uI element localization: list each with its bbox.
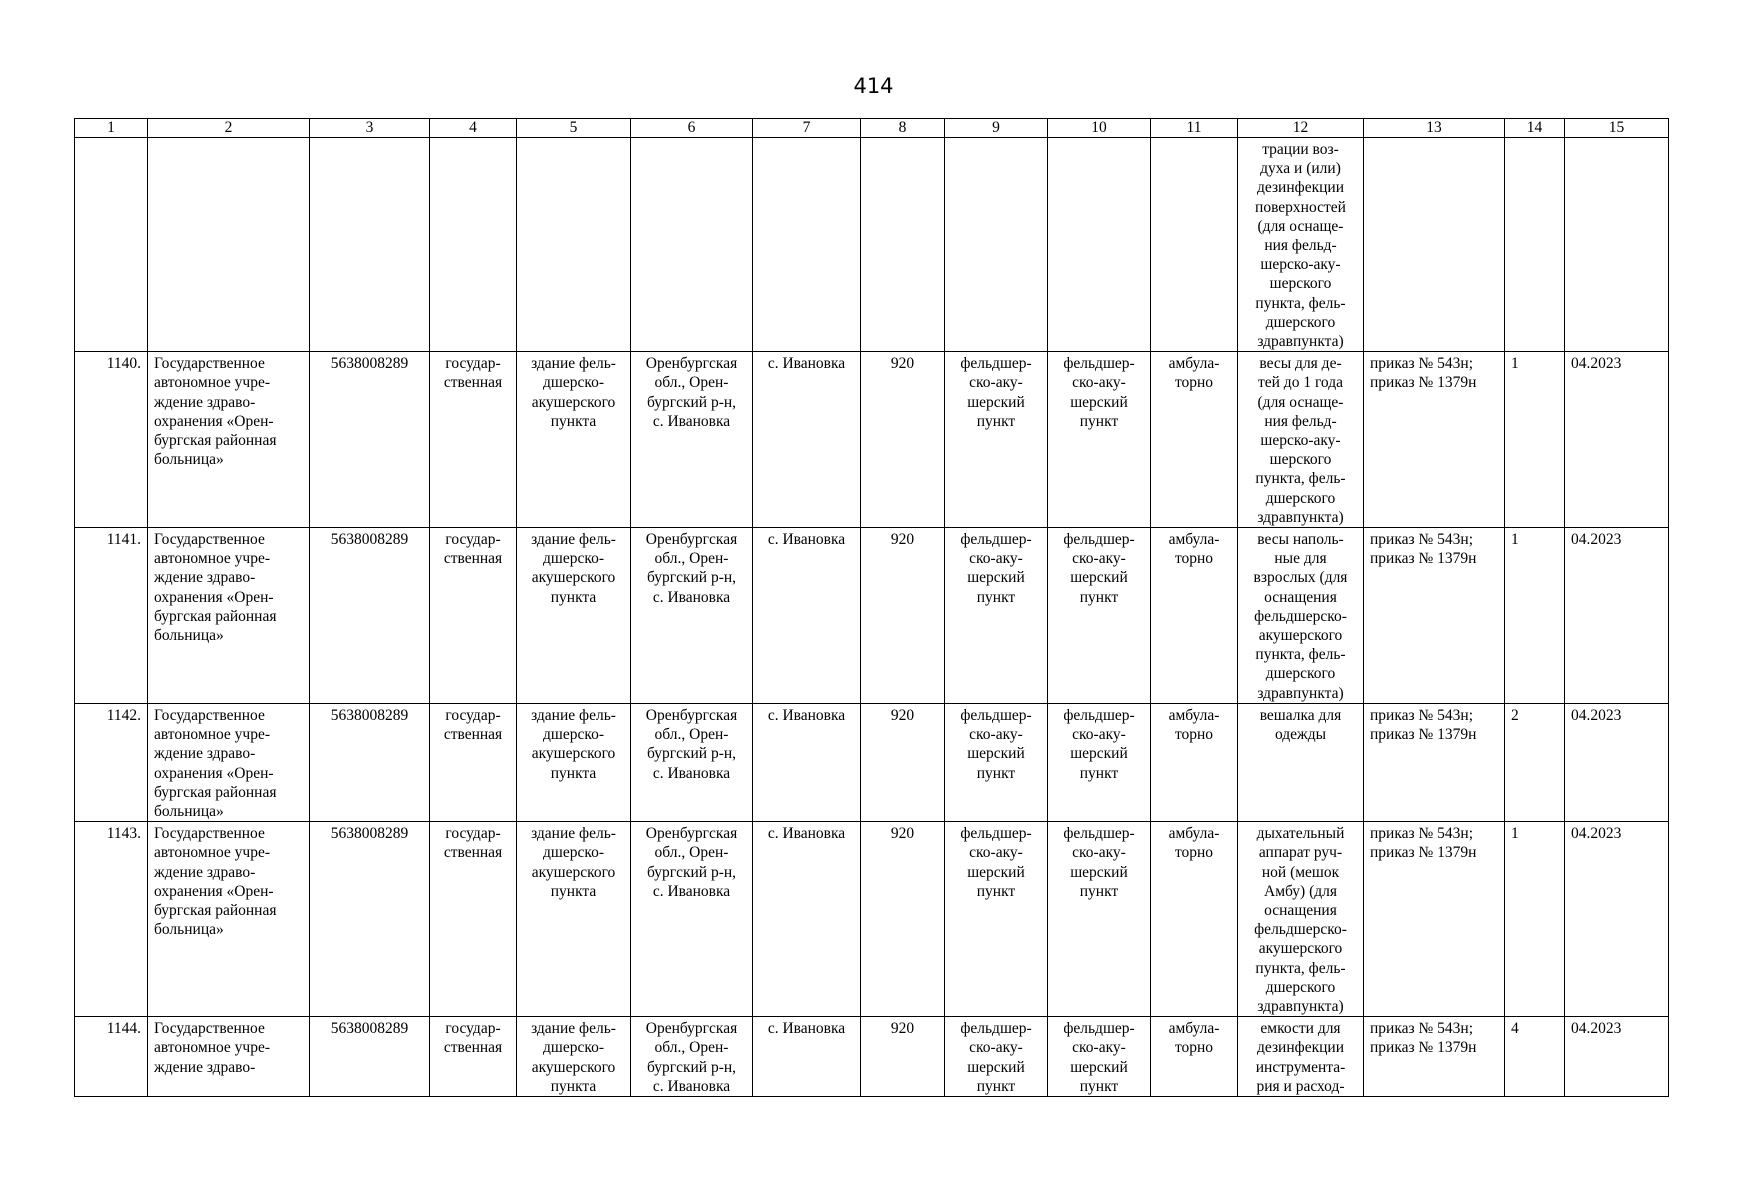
cell-line: ждение здраво- [154,1058,256,1076]
column-number-row [75,119,1669,138]
cell-line: ско-аку- [1072,726,1126,744]
cell-line: дыхательный [1256,825,1345,843]
cell-line: фельдшер- [960,355,1032,373]
item-cell [1238,1017,1364,1097]
cell-line: дшерско- [543,374,604,392]
cell-line: здание фель- [531,825,616,843]
building-cell [517,352,631,528]
cell-line: ско-аку- [969,374,1023,392]
cell-line: бургский р-н, [646,863,737,881]
cell-line: весы наполь- [1257,531,1344,549]
cell-line: бургская районная [154,901,277,919]
cell-line: акушерского [531,393,616,411]
cell-line: бургский р-н, [646,569,737,587]
cell-line: ния фельд- [1264,412,1337,430]
cell-line: пункт [976,764,1016,782]
order-cell [1364,1017,1505,1097]
table-cell [861,138,945,352]
cell-line: фельдшер- [960,706,1032,724]
facility-type-cell [945,352,1048,528]
cell-line: здравпункта) [1257,333,1344,351]
cell-line: торно [1174,374,1214,392]
cell-line: амбула- [1168,706,1220,724]
cell-line: здание фель- [531,355,616,373]
unit-cell [1048,352,1151,528]
cell-line: фельдшер- [1063,1020,1135,1038]
cell-line: ные для [1274,550,1327,568]
unit-cell [1048,528,1151,704]
cell-line: пункт [976,1077,1016,1095]
table-cell [631,138,753,352]
ownership-cell [430,352,517,528]
cell-line: дезинфекции [1256,1039,1344,1057]
cell-line: торно [1174,844,1214,862]
cell-line: оснащения [1264,588,1337,606]
quantity-cell: 1 [1505,352,1565,528]
cell-line: приказ № 543н; [1370,531,1474,549]
cell-line: ждение здраво- [154,863,256,881]
population-cell: 920 [861,352,945,528]
cell-line: пункта [550,1077,597,1095]
cell-line: взрослых (для [1253,569,1348,587]
cell-line: дшерского [1265,978,1336,996]
cell-line: автономное учре- [154,550,271,568]
building-cell [517,1017,631,1097]
item-cell [1238,822,1364,1017]
item-cell [1238,138,1364,352]
cell-line: шерский [1070,569,1128,587]
cell-line: с. Ивановка [652,412,731,430]
cell-line: бургская районная [154,432,277,450]
cell-line: ственная [443,1039,503,1057]
cell-line: шерский [1070,393,1128,411]
cell-line: Амбу) (для [1264,882,1337,900]
inn-cell: 5638008289 [310,352,430,528]
cell-line: шерский [1070,863,1128,881]
cell-line: пункт [976,412,1016,430]
table-cell [148,138,310,352]
cell-line: вешалка для [1259,706,1342,724]
address-cell [631,352,753,528]
register-table [74,118,1669,1097]
cell-line: ско-аку- [969,726,1023,744]
cell-line: пункта [550,882,597,900]
cell-line: шерский [967,569,1025,587]
item-cell [1238,528,1364,704]
cell-line: поверхностей [1255,198,1346,216]
building-cell [517,822,631,1017]
cell-line: ско-аку- [1072,844,1126,862]
cell-line: акушерского [531,863,616,881]
cell-line: здравпункта) [1257,997,1344,1015]
date-cell: 04.2023 [1565,822,1669,1017]
cell-line: здравпункта) [1257,684,1344,702]
cell-line: амбула- [1168,355,1220,373]
column-header: 11 [1151,119,1238,138]
cell-line: дшерско- [543,1039,604,1057]
cell-line: здание фель- [531,531,616,549]
locality-cell: с. Ивановка [753,703,861,821]
cell-line: бургский р-н, [646,393,737,411]
cell-line: здание фель- [531,706,616,724]
organization-cell [148,822,310,1017]
cell-line: фельдшер- [1063,355,1135,373]
table-cell [945,138,1048,352]
unit-cell [1048,703,1151,821]
table-cell [310,138,430,352]
cell-line: шерский [1070,1058,1128,1076]
inn-cell: 5638008289 [310,528,430,704]
column-header: 9 [945,119,1048,138]
cell-line: духа и (или) [1260,160,1341,178]
care-form-cell [1151,352,1238,528]
page-number: 414 [853,74,894,98]
order-cell [1364,703,1505,821]
cell-line: шерского [1269,275,1332,293]
cell-line: акушерского [531,1058,616,1076]
cell-line: ждение здраво- [154,745,256,763]
cell-line: аппарат руч- [1258,844,1343,862]
cell-line: (для оснаще- [1257,217,1344,235]
care-form-cell [1151,528,1238,704]
cell-line: (для оснаще- [1257,393,1344,411]
table-cell [75,138,148,352]
cell-line: Оренбургская [645,355,738,373]
cell-line: шерский [1070,745,1128,763]
table-row [75,822,1669,1017]
order-cell [1364,352,1505,528]
table-cell [1048,138,1151,352]
care-form-cell [1151,1017,1238,1097]
cell-line: бургская районная [154,783,277,801]
column-header: 14 [1505,119,1565,138]
cell-line: Государственное [154,706,265,724]
quantity-cell: 4 [1505,1017,1565,1097]
table-cell [1505,138,1565,352]
cell-line: с. Ивановка [652,1077,731,1095]
cell-line: Оренбургская [645,1020,738,1038]
cell-line: акушерского [1258,627,1343,645]
inn-cell: 5638008289 [310,1017,430,1097]
row-number: 1140. [75,352,148,528]
inn-cell: 5638008289 [310,703,430,821]
column-header: 15 [1565,119,1669,138]
cell-line: приказ № 543н; [1370,706,1474,724]
facility-type-cell [945,528,1048,704]
cell-line: ско-аку- [1072,1039,1126,1057]
cell-line: амбула- [1168,531,1220,549]
address-cell [631,703,753,821]
ownership-cell [430,1017,517,1097]
cell-line: амбула- [1168,825,1220,843]
cell-line: пункта, фель- [1255,470,1346,488]
cell-line: рия и расход- [1256,1077,1345,1095]
table-row [75,1017,1669,1097]
cell-line: дшерского [1265,665,1336,683]
table-row [75,703,1669,821]
table-row [75,528,1669,704]
ownership-cell [430,703,517,821]
cell-line: бургский р-н, [646,745,737,763]
cell-line: ждение здраво- [154,393,256,411]
population-cell: 920 [861,528,945,704]
cell-line: приказ № 543н; [1370,825,1474,843]
cell-line: здравпункта) [1257,508,1344,526]
cell-line: дшерско- [543,844,604,862]
cell-line: приказ № 1379н [1370,726,1477,744]
cell-line: ждение здраво- [154,569,256,587]
cell-line: пункт [1079,764,1119,782]
row-number: 1141. [75,528,148,704]
cell-line: пункта [550,764,597,782]
table-cell [517,138,631,352]
care-form-cell [1151,703,1238,821]
cell-line: ственная [443,550,503,568]
table-cell [1151,138,1238,352]
cell-line: больница» [154,627,224,645]
cell-line: Государственное [154,825,265,843]
cell-line: приказ № 1379н [1370,1039,1477,1057]
cell-line: емкости для [1260,1020,1341,1038]
cell-line: шерского [1269,451,1332,469]
continuation-row [75,138,1669,352]
cell-line: Оренбургская [645,825,738,843]
cell-line: пункт [1079,412,1119,430]
cell-line: охранения «Орен- [154,764,274,782]
cell-line: фельдшер- [960,1020,1032,1038]
cell-line: ско-аку- [1072,374,1126,392]
cell-line: фельдшер- [1063,825,1135,843]
cell-line: оснащения [1264,901,1337,919]
cell-line: приказ № 1379н [1370,550,1477,568]
quantity-cell: 1 [1505,822,1565,1017]
locality-cell: с. Ивановка [753,528,861,704]
cell-line: обл., Орен- [654,550,729,568]
cell-line: акушерского [531,569,616,587]
item-cell [1238,703,1364,821]
column-header: 2 [148,119,310,138]
cell-line: шерский [967,745,1025,763]
column-header: 10 [1048,119,1151,138]
cell-line: акушерского [1258,940,1343,958]
cell-line: одежды [1274,726,1327,744]
inn-cell: 5638008289 [310,822,430,1017]
cell-line: инструмента- [1255,1058,1346,1076]
cell-line: автономное учре- [154,1039,271,1057]
organization-cell [148,528,310,704]
cell-line: дшерского [1265,313,1336,331]
cell-line: трации воз- [1262,141,1339,158]
cell-line: торно [1174,726,1214,744]
cell-line: фельдшер- [960,531,1032,549]
facility-type-cell [945,822,1048,1017]
cell-line: ственная [443,844,503,862]
cell-line: фельдшер- [1063,706,1135,724]
order-cell [1364,528,1505,704]
cell-line: торно [1174,1039,1214,1057]
cell-line: приказ № 1379н [1370,374,1477,392]
organization-cell [148,1017,310,1097]
item-cell [1238,352,1364,528]
ownership-cell [430,822,517,1017]
cell-line: ско-аку- [969,1039,1023,1057]
cell-line: ственная [443,374,503,392]
cell-line: автономное учре- [154,726,271,744]
cell-line: здание фель- [531,1020,616,1038]
cell-line: дшерско- [543,550,604,568]
table-cell [753,138,861,352]
cell-line: государ- [445,1020,501,1038]
date-cell: 04.2023 [1565,528,1669,704]
cell-line: обл., Орен- [654,374,729,392]
cell-line: государ- [445,531,501,549]
cell-line: больница» [154,451,224,469]
column-header: 8 [861,119,945,138]
cell-line: государ- [445,825,501,843]
cell-line: обл., Орен- [654,1039,729,1057]
cell-line: государ- [445,706,501,724]
cell-line: тей до 1 года [1257,374,1343,392]
table-cell [1364,138,1505,352]
unit-cell [1048,1017,1151,1097]
column-header: 5 [517,119,631,138]
cell-line: приказ № 1379н [1370,844,1477,862]
organization-cell [148,352,310,528]
population-cell: 920 [861,822,945,1017]
cell-line: шерский [967,1058,1025,1076]
cell-line: шерский [967,863,1025,881]
cell-line: пункта, фель- [1255,294,1346,312]
cell-line: Оренбургская [645,706,738,724]
cell-line: с. Ивановка [652,588,731,606]
cell-line: больница» [154,802,224,820]
cell-line: пункт [976,588,1016,606]
column-header: 12 [1238,119,1364,138]
ownership-cell [430,528,517,704]
cell-line: автономное учре- [154,844,271,862]
cell-line: дшерского [1265,489,1336,507]
cell-line: ско-аку- [969,550,1023,568]
order-cell [1364,822,1505,1017]
cell-line: автономное учре- [154,374,271,392]
cell-line: фельдшерско- [1254,607,1347,625]
quantity-cell: 1 [1505,528,1565,704]
cell-line: с. Ивановка [652,764,731,782]
population-cell: 920 [861,703,945,821]
cell-line: фельдшер- [1063,531,1135,549]
column-header: 7 [753,119,861,138]
population-cell: 920 [861,1017,945,1097]
address-cell [631,528,753,704]
row-number: 1142. [75,703,148,821]
column-header: 4 [430,119,517,138]
cell-line: шерский [967,393,1025,411]
date-cell: 04.2023 [1565,703,1669,821]
cell-line: пункт [1079,882,1119,900]
cell-line: Государственное [154,355,265,373]
cell-line: бургский р-н, [646,1058,737,1076]
address-cell [631,822,753,1017]
cell-line: пункт [1079,588,1119,606]
cell-line: дезинфекции [1256,179,1344,197]
cell-line: обл., Орен- [654,844,729,862]
cell-line: государ- [445,355,501,373]
building-cell [517,528,631,704]
date-cell: 04.2023 [1565,1017,1669,1097]
cell-line: ско-аку- [1072,550,1126,568]
care-form-cell [1151,822,1238,1017]
row-number: 1143. [75,822,148,1017]
cell-line: охранения «Орен- [154,882,274,900]
cell-line: пункт [1079,1077,1119,1095]
cell-line: пункта [550,588,597,606]
cell-line: охранения «Орен- [154,412,274,430]
cell-line: весы для де- [1259,355,1342,373]
cell-line: пункта [550,412,597,430]
cell-line: фельдшер- [960,825,1032,843]
address-cell [631,1017,753,1097]
quantity-cell: 2 [1505,703,1565,821]
cell-line: бургская районная [154,607,277,625]
cell-line: пункта, фель- [1255,959,1346,977]
unit-cell [1048,822,1151,1017]
locality-cell: с. Ивановка [753,352,861,528]
cell-line: акушерского [531,745,616,763]
cell-line: Государственное [154,1020,265,1038]
cell-line: пункта, фель- [1255,646,1346,664]
cell-line: шерско-аку- [1260,256,1341,274]
cell-line: ско-аку- [969,844,1023,862]
cell-line: Оренбургская [645,531,738,549]
table-cell [1565,138,1669,352]
cell-line: приказ № 543н; [1370,355,1474,373]
date-cell: 04.2023 [1565,352,1669,528]
cell-line: торно [1174,550,1214,568]
column-header: 13 [1364,119,1505,138]
building-cell [517,703,631,821]
column-header: 1 [75,119,148,138]
cell-line: охранения «Орен- [154,588,274,606]
cell-line: с. Ивановка [652,882,731,900]
cell-line: обл., Орен- [654,726,729,744]
column-header: 6 [631,119,753,138]
cell-line: приказ № 543н; [1370,1020,1474,1038]
cell-line: дшерско- [543,726,604,744]
cell-line: шерско-аку- [1260,432,1341,450]
column-header: 3 [310,119,430,138]
locality-cell: с. Ивановка [753,1017,861,1097]
organization-cell [148,703,310,821]
cell-line: фельдшерско- [1254,921,1347,939]
row-number: 1144. [75,1017,148,1097]
cell-line: ния фельд- [1264,237,1337,255]
cell-line: больница» [154,921,224,939]
locality-cell: с. Ивановка [753,822,861,1017]
cell-line: ственная [443,726,503,744]
cell-line: ной (мешок [1261,863,1340,881]
cell-line: пункт [976,882,1016,900]
facility-type-cell [945,1017,1048,1097]
table-cell [430,138,517,352]
cell-line: Государственное [154,531,265,549]
cell-line: амбула- [1168,1020,1220,1038]
facility-type-cell [945,703,1048,821]
table-row [75,352,1669,528]
